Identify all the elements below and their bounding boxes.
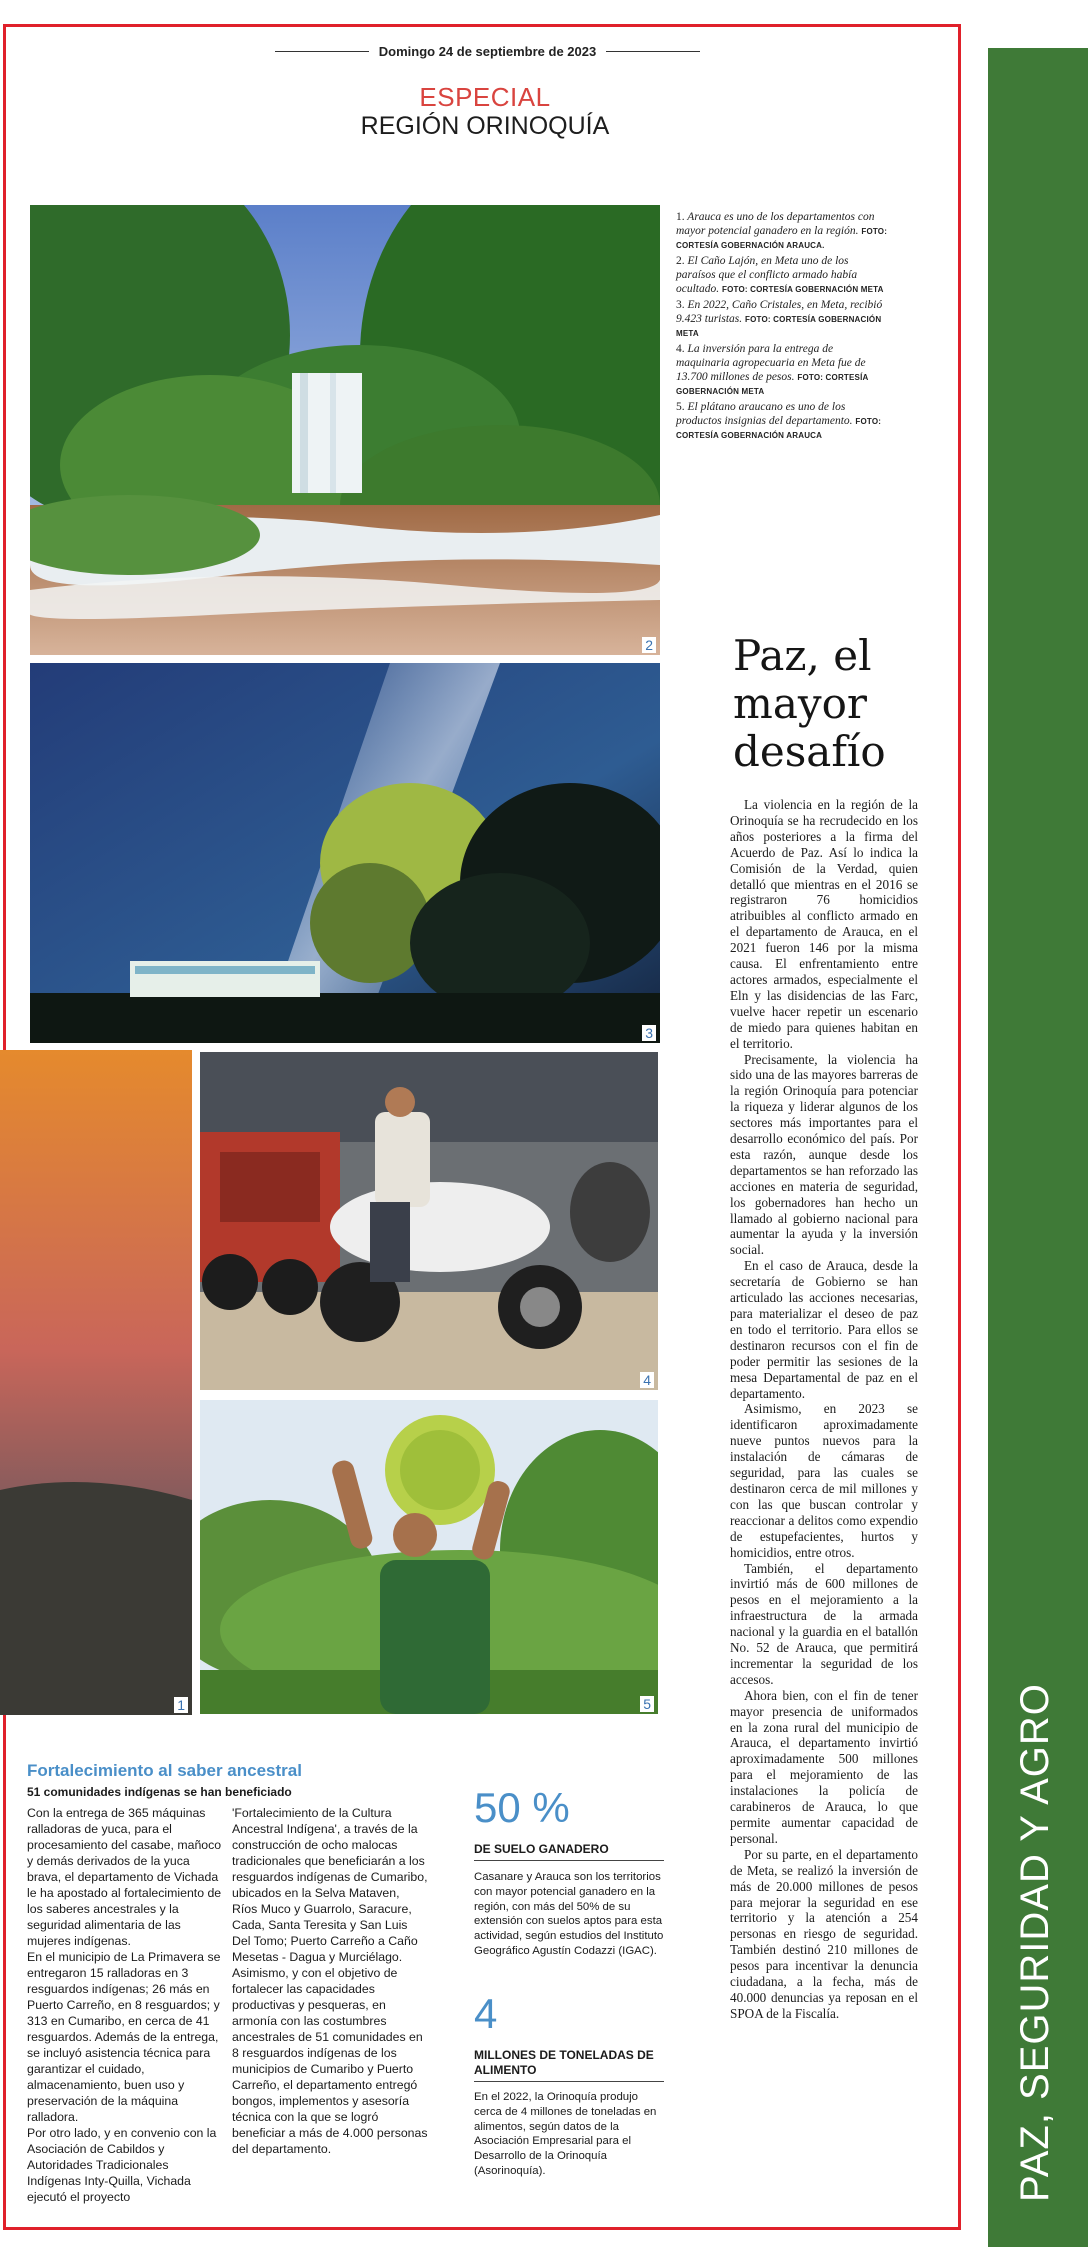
section-title: REGIÓN ORINOQUÍA [360,112,610,140]
box-column-2 [232,1806,428,2158]
photo-number: 2 [642,637,656,653]
kicker-especial: ESPECIAL [419,82,551,112]
stat-value: 4 [474,1990,498,2037]
stat-value: 50 % [474,1784,570,1831]
photo-number: 4 [640,1372,654,1388]
box-paragraph: Asimismo, y con el objetivo de fortalecer las capacidades productivas y pesqueras, en armonía con las costumbres ancestrales de 51 comunidades en 8 resguardos indígenas de los municipios de Cumaribo y Puerto Carreño, el departamento entregó bongos, implementos y asesoría técnica con la que se logró beneficiar a más de 4.000 personas del departamento. [232,1965,428,2156]
box-subtitle: 51 comunidades indígenas se han beneficiado [27,1785,292,1799]
box-paragraph: Por otro lado, y en convenio con la Asociación de Cabildos y Autoridades Tradicionales Indígenas Inty-Quilla, Vichada ejecutó el proyecto [27,2125,217,2204]
date-line [275,44,700,59]
box-paragraph: Con la entrega de 365 máquinas ralladoras de yuca, para el procesamiento del casabe, mañoco y demás derivados de la yuca brava, el departamento de Vichada le ha apostado al fortalecimiento de los saberes ancestrales y la seguridad alimentaria de las mujeres indígenas. [27,1806,222,1948]
photo-number: 3 [642,1025,656,1041]
article-paragraph: Precisamente, la violencia ha sido una de las mayores barreras de la región Orinoquía para potenciar la riqueza y liderar algunos de los sectores más importantes para el desarrollo económico del país. Por esta razón, aunque desde los departamentos se han reforzado las acciones en materia de seguridad, los gobernadores han hecho un llamado al gobierno nacional para aumentar la ayuda y la inversión social. [730,1051,918,1258]
issue-date: Domingo 24 de septiembre de 2023 [378,44,597,59]
article-paragraph: También, el departamento invirtió más de 600 millones de pesos en el mejoramiento a la infraestructura de la armada nacional y la guardia en el batallón No. 52 de Arauca, que permitirá incrementar la seguridad de los accesos. [730,1560,918,1687]
box-column-1 [27,1806,223,2206]
photo-waterfall [30,205,660,655]
caption-item: 2. El Caño Lajón, en Meta uno de los paraísos que el conflicto armado había ocultado. FOTO: CORTESÍA GOBERNACIÓN META [676,255,884,296]
article-body [730,797,918,2022]
article-paragraph: La violencia en la región de la Orinoquía se ha recrudecido en los años posteriores a la firma del Acuerdo de Paz. Así lo indica la Comisión de la Verdad, quien detalló que mientras en el 2016 se registraron 76 homicidios atribuibles al conflicto armado en el departamento de Arauca, en el 2021 fueron 146 por la misma causa. El enfrentamiento entre actores armados, especialmente el Eln y las disidencias de las Farc, vuelve hacer repetir un escenario de miedo para quienes habitan en el territorio. [730,797,918,1051]
box-paragraph: En el municipio de La Primavera se entregaron 15 ralladoras en 3 resguardos indígenas; 26 más en Puerto Carreño, en 8 resguardos; y 313 en Cumaribo, en cerca de 41 resguardos. Además de la entrega, se incluyó asistencia técnica para garantizar el cuidado, almacenamiento, buen uso y preservación de la máquina ralladora. [27,1949,221,2124]
stat-label: MILLONES DE TONELADAS DE ALIMENTO [474,2048,664,2082]
photo-number: 1 [174,1697,188,1713]
article-paragraph: Asimismo, en 2023 se identificaron aproximadamente nueve puntos nuevos para la instalación de cámaras de seguridad, para las cuales se destinaron cerca de mil millones y con las que buscan controlar y reaccionar a delitos como expendio de estupefacientes, hurtos y homicidios, entre otros. [730,1401,918,1560]
photo-cattle [0,1050,192,1715]
article-paragraph: Por su parte, en el departamento de Meta, se realizó la inversión de más de 20.000 millones de pesos para mejorar la seguridad en ese territorio y la atención a 254 personas en riesgo de seguridad. También destinó 210 millones de pesos para incentivar la denuncia ciudadana, a la fecha, más de 40.000 denuncias ya reposan en el SPOA de la Fiscalía. [730,1846,918,2021]
article-paragraph: En el caso de Arauca, desde la secretaría de Gobierno se han articulado las acciones necesarias, para materializar el deseo de paz en todo el territorio. Para ellos se destinaron recursos con el fin de poder permitir las sesiones de la mesa Departamental de paz en el departamento. [730,1258,918,1401]
photo-motorcycle [200,1052,658,1390]
photo-plantain [200,1400,658,1714]
caption-item: 3. En 2022, Caño Cristales, en Meta, recibió 9.423 turistas. FOTO: CORTESÍA GOBERNACIÓN META [676,299,883,339]
date-rule-right [606,51,700,52]
stat-text: En el 2022, la Orinoquía produjo cerca de 4 millones de toneladas en alimentos, según datos de la Asociación Empresarial para el Desarrollo de la Orinoquía (Asorinoquía). [474,2091,657,2178]
sidebar-label: PAZ, SEGURIDAD Y AGRO [1013,1683,1057,2202]
stat-label: DE SUELO GANADERO [474,1842,664,1861]
photo-night-sky [30,663,660,1043]
stat-text: Casanare y Arauca son los territorios con mayor potencial ganadero en la región, con más del 50% de su extensión con suelos aptos para esta actividad, según estudios del Instituto Geográfico Agustín Codazzi (IGAC). [474,1871,664,1958]
caption-item: 4. La inversión para la entrega de maquinaria agropecuaria en Meta fue de 13.700 millones de pesos. FOTO: CORTESÍA GOBERNACIÓN META [676,343,869,397]
caption-item: 5. El plátano araucano es uno de los productos insignias del departamento. FOTO: CORTESÍA GOBERNACIÓN ARAUCA [676,401,882,441]
box-paragraph: 'Fortalecimiento de la Cultura Ancestral Indígena', a través de la construcción de ocho malocas tradicionales que beneficiarán a los resguardos indígenas de Cumaribo, ubicados en la Selva Mataven, Ríos Muco y Guarrolo, Saracure, Cada, Santa Teresita y San Luis Del Tomo; Puerto Carreño a Caño Mesetas - Dagua y Murciélago. [232,1806,428,1964]
photo-captions [676,210,888,444]
date-rule-left [275,51,369,52]
article-headline: Paz, el mayor desafío [733,631,886,776]
caption-item: 1. Arauca es uno de los departamentos con mayor potencial ganadero en la región. FOTO: CORTESÍA GOBERNACIÓN ARAUCA. [676,211,888,251]
box-title: Fortalecimiento al saber ancestral [27,1761,302,1780]
section-sidebar [988,48,1088,2247]
article-paragraph: Ahora bien, con el fin de tener mayor presencia de uniformados en la zona rural del municipio de Arauca, el departamento invirtió aproximadamente 500 millones para el mejoramiento de las instalaciones la policía de carabineros de Arauca, lo que permite aumentar capacidad de personal. [730,1687,918,1846]
photo-number: 5 [640,1696,654,1712]
